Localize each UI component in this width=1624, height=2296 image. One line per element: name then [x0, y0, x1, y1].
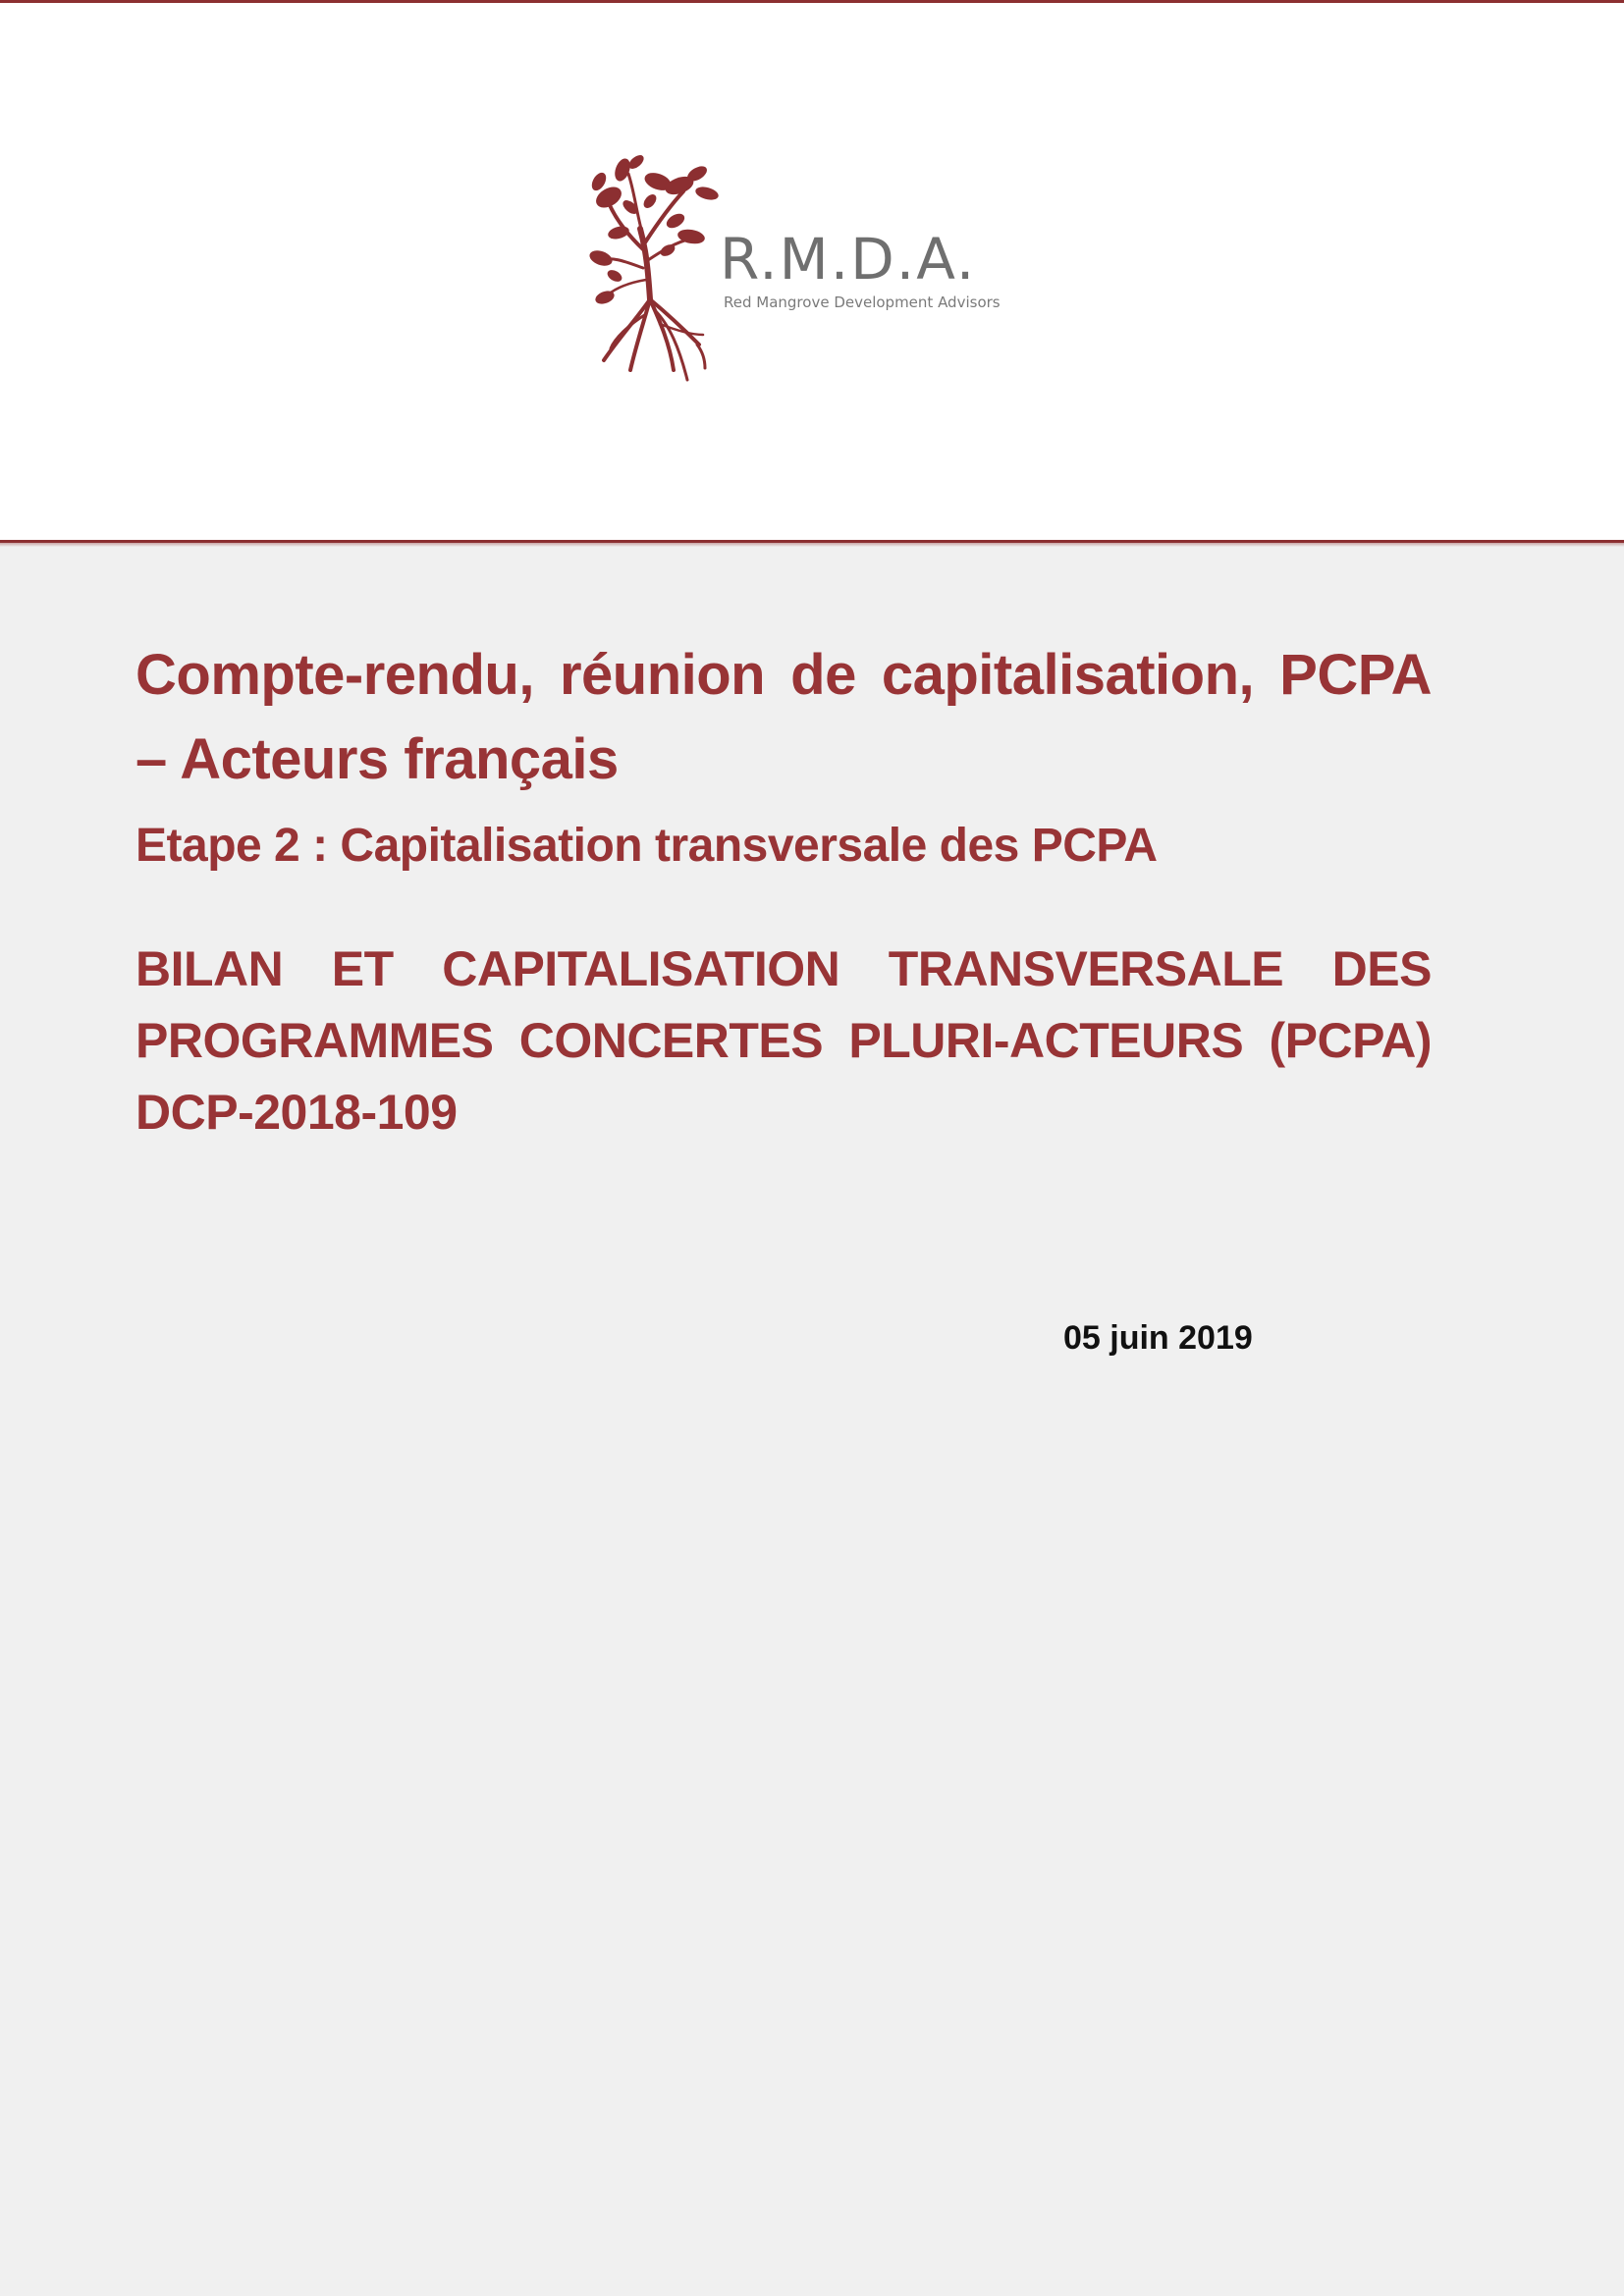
document-date: 05 juin 2019 — [1063, 1319, 1253, 1357]
rmda-logo — [589, 152, 1021, 388]
document-title: Compte-rendu, réunion de capitalisation, PCPA – Acteurs français — [135, 643, 1432, 791]
logo-name: R.M.D.A. — [720, 226, 977, 293]
document-subtitle: Etape 2 : Capitalisation transversale des PCPA — [135, 820, 1158, 872]
mangrove-tree-icon — [589, 152, 727, 388]
program-title: BILAN ET CAPITALISATION TRANSVERSALE DES PROGRAMMES CONCERTES PLURI-ACTEURS (PCPA) DCP-2018-109 — [135, 941, 1432, 1140]
cover-header — [0, 3, 1624, 540]
cover-content — [135, 633, 1432, 1148]
logo-tagline: Red Mangrove Development Advisors — [724, 294, 1001, 311]
